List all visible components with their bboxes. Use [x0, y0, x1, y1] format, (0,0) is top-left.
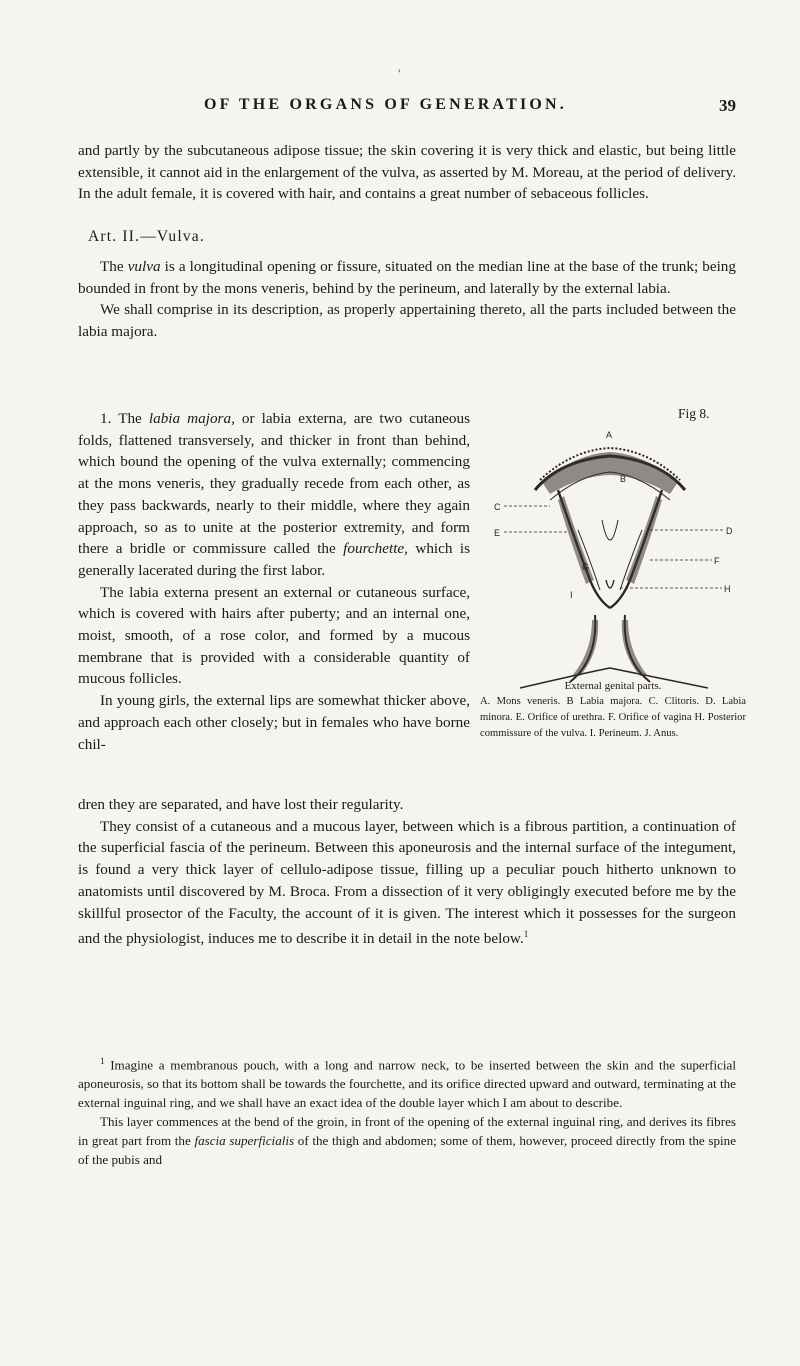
footnotes: [78, 1052, 736, 1169]
label-i: I: [570, 590, 573, 600]
paragraph-6: In young girls, the external lips are somewhat thicker above, and approach each other closely; but in females who have borne chil-: [78, 692, 470, 753]
term-fourchette: fourchette: [343, 540, 405, 558]
top-margin-mark: ‹: [398, 66, 401, 75]
label-b: B: [620, 474, 627, 484]
page-number: 39: [719, 96, 736, 115]
paragraph-6-cont: dren they are separated, and have lost their regularity.: [78, 796, 404, 813]
paragraph-continuation: [78, 140, 736, 205]
footnote-marker: 1: [100, 1056, 105, 1066]
anatomical-illustration: [480, 420, 746, 690]
caption-body: A. Mons veneris. B Labia majora. C. Clitoris. D. Labia minora. E. Orifice of urethra. F. Orifice of vagina H. Posterior commissure of the vulva. I. Perineum. J. Anus.: [480, 696, 746, 739]
article-heading: Art. II.—Vulva.: [88, 228, 205, 245]
labia-column: [78, 408, 470, 755]
paragraph-7: They consist of a cutaneous and a mucous layer, between which is a fibrous partition, a continuation of the superficial fascia of the perineum. Between this aponeurosis and the internal surface of the integument, is found a very thick layer of cellulo-adipose tissue, filling up a peculiar pouch hitherto unknown to anatomists until discovered by M. Broca. From a dissection of it very obligingly executed before me by the skillful prosector of the Faculty, the account of it is given. The interest which it possesses for the surgeon and the physiologist, induces me to describe it in detail in the note below.$^1$: [78, 817, 736, 948]
label-c: C: [494, 502, 501, 512]
paragraph-1: and partly by the subcutaneous adipose tissue; the skin covering it is very thick and elastic, but being little extensible, it cannot aid in the enlargement of the vulva, as asserted by M. Moreau, at the period of delivery. In the adult female, it is covered with hair, and contains a great number of sebaceous follicles.: [78, 142, 736, 203]
term-fascia-superficialis: fascia superficialis: [194, 1133, 295, 1149]
label-a: A: [606, 430, 613, 440]
running-title: OF THE ORGANS OF GENERATION.: [204, 96, 567, 113]
paragraph-3: We shall comprise in its description, as properly appertaining thereto, all the parts included between the labia majora.: [78, 301, 736, 341]
vulva-intro: [78, 256, 736, 343]
paragraph-2: The vulva is a longitudinal opening or fissure, situated on the median line at the base of the trunk; being bounded in front by the mons veneris, behind by the perineum, and laterally by the external labia.: [78, 258, 736, 297]
footnote-1-cont: This layer commences at the bend of the groin, in front of the opening of the external inguinal ring, and derives its fibres in great part from the fascia superficialis of the thigh and abdomen; some of them, however, proceed directly from the spine of the pubis and: [78, 1114, 737, 1168]
figure-caption: [480, 678, 746, 742]
label-h: H: [724, 584, 731, 594]
label-g: G: [582, 562, 590, 572]
page-header: [78, 96, 736, 118]
paragraph-4: 1. The labia majora, or labia externa, are two cutaneous folds, flattened transversely, and thicker in front than behind, which bound the opening of the vulva externally; commencing at the mons veneris, they gradually recede from each other, as they pass backwards, nearly to their middle, where they again approach, so as to unite at the posterior extremity, and form there a bridle or commissure called the fourchette, which is generally lacerated during the first labor.: [78, 410, 471, 579]
paragraph-5: The labia externa present an external or cutaneous surface, which is covered with hairs after puberty; and an internal one, moist, smooth, of a rose color, and formed by a mucous membrane that is provided with a considerable quantity of mucous follicles.: [78, 583, 470, 688]
label-e: E: [494, 528, 501, 538]
structure-paragraphs: [78, 794, 736, 950]
term-vulva: vulva: [127, 258, 161, 275]
figure-label: Fig 8.: [678, 406, 710, 421]
label-d: D: [726, 526, 733, 536]
footnote-1: $^1$ Imagine a membranous pouch, with a long and narrow neck, to be inserted between the skin and the superficial aponeurosis, so that its bottom shall be towards the fourchette, and its orifice directed upward and outward, terminating at the external inguinal ring, and we shall have an exact idea of the double layer which I am about to describe.: [78, 1056, 736, 1111]
footnote-reference[interactable]: 1: [523, 929, 529, 940]
term-labia-majora: labia majora: [148, 410, 232, 427]
label-f: F: [714, 556, 720, 566]
caption-title: External genital parts.: [564, 680, 662, 692]
